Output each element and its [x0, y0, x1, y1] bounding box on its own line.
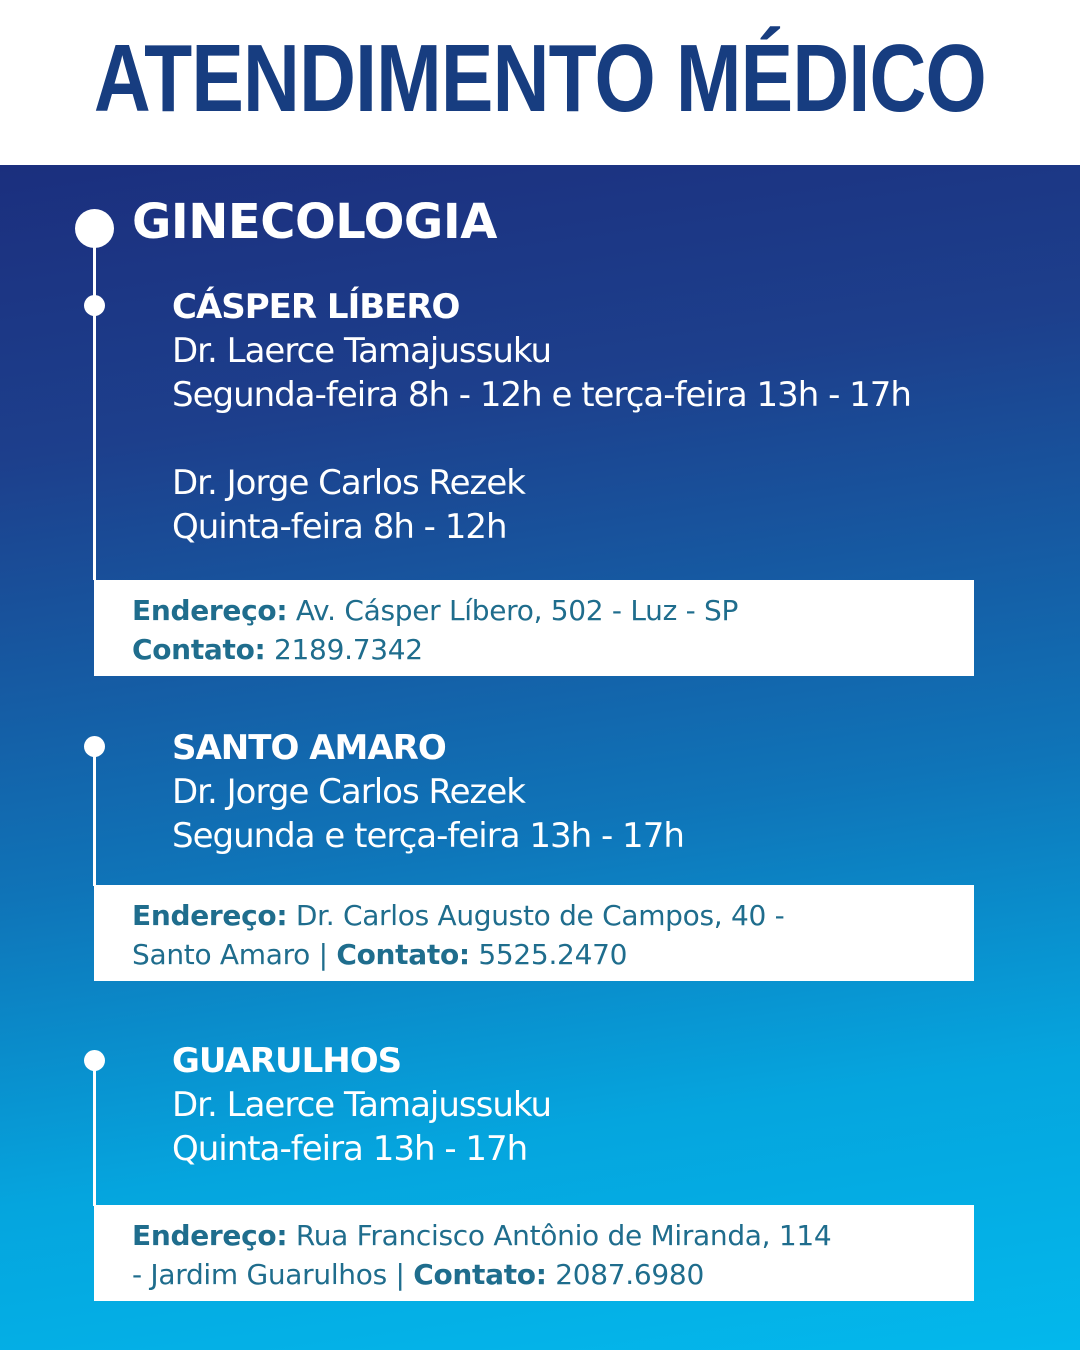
address-label: Endereço: [132, 1219, 288, 1252]
contact-label: Contato: [336, 938, 470, 971]
page-title: ATENDIMENTO MÉDICO [94, 24, 986, 132]
separator: | [310, 938, 337, 971]
location-name: GUARULHOS [172, 1041, 402, 1081]
doctor-schedule: Segunda e terça-feira 13h - 17h [172, 816, 684, 856]
section-dot [75, 209, 114, 248]
location-dot [84, 736, 105, 757]
location-casper-libero [172, 285, 911, 549]
location-santo-amaro [172, 726, 684, 858]
location-guarulhos [172, 1039, 551, 1171]
info-box-casper-libero [94, 580, 974, 676]
separator: | [386, 1258, 414, 1291]
location-dot [84, 295, 105, 316]
doctor-schedule: Segunda-feira 8h - 12h e terça-feira 13h - 17h [172, 375, 911, 415]
doctor-name: Dr. Jorge Carlos Rezek [172, 463, 525, 503]
address-value: Rua Francisco Antônio de Miranda, 114 [295, 1219, 832, 1252]
info-box-santo-amaro [94, 885, 974, 981]
timeline-line [93, 1060, 96, 1206]
timeline-line [93, 228, 96, 580]
location-name: CÁSPER LÍBERO [172, 287, 460, 327]
address-value: Av. Cásper Líbero, 502 - Luz - SP [295, 594, 739, 627]
address-value-cont: - Jardim Guarulhos [132, 1258, 387, 1291]
contact-label: Contato: [132, 633, 266, 666]
contact-value: 2189.7342 [274, 633, 423, 666]
address-label: Endereço: [132, 899, 288, 932]
timeline-line [93, 746, 96, 886]
contact-label: Contato: [413, 1258, 547, 1291]
address-label: Endereço: [132, 594, 288, 627]
info-box-guarulhos [94, 1205, 974, 1301]
doctor-schedule: Quinta-feira 13h - 17h [172, 1129, 528, 1169]
address-value-cont: Santo Amaro [132, 938, 311, 971]
contact-value: 5525.2470 [478, 938, 628, 971]
doctor-name: Dr. Laerce Tamajussuku [172, 1085, 552, 1125]
location-name: SANTO AMARO [172, 728, 446, 768]
doctor-name: Dr. Laerce Tamajussuku [172, 331, 552, 371]
contact-value: 2087.6980 [555, 1258, 704, 1291]
location-dot [84, 1050, 105, 1071]
doctor-name: Dr. Jorge Carlos Rezek [172, 772, 525, 812]
address-value: Dr. Carlos Augusto de Campos, 40 - [295, 899, 785, 932]
header [0, 0, 1080, 165]
section-title: GINECOLOGIA [132, 194, 497, 250]
doctor-schedule: Quinta-feira 8h - 12h [172, 507, 507, 547]
